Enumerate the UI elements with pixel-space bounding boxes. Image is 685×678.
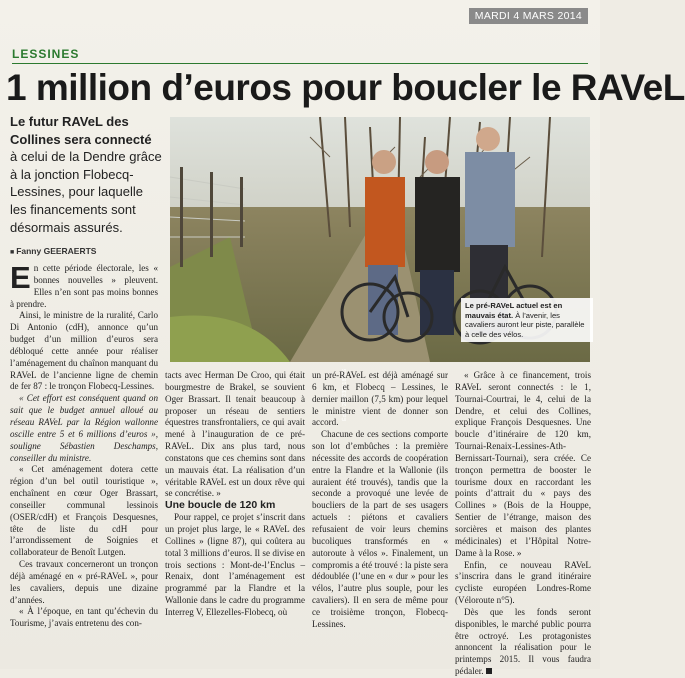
- paragraph: [455, 560, 591, 607]
- article-column-4: [455, 370, 591, 678]
- lead-paragraph: [10, 113, 162, 236]
- paragraph: [10, 606, 158, 630]
- paragraph: [10, 559, 158, 606]
- paragraph: [165, 370, 305, 500]
- paragraph-text: tacts avec Herman De Croo, qui était bourgmestre de Brakel, se souvient Oger Brassart. Il tenait beaucoup à proposer un réseau de sentiers équestres transfrontaliers, ce qui avait mené à l’inauguration de ce pré-RAVeL. Dix ans plus tard, nous constatons que ces chemins sont dans un mauvais état. La réalisation d’un véritable RAVeL est un doux rêve qui se concrétise. »: [165, 370, 305, 499]
- lead-bold: Le futur RAVeL des Collines sera connecté: [10, 114, 152, 147]
- paragraph: [312, 370, 448, 429]
- lead-rest: à celui de la Dendre grâce à la jonction Flobecq-Lessines, pour laquelle les financements sont désormais assurés.: [10, 149, 162, 235]
- paragraph-text: « Cet effort est conséquent quand on sait que le budget annuel alloué au réseau RAVeL par la Région wallonne oscille entre 5 et 6 millions d’euros », souligne Sébastien Deschamps, conseiller du ministre.: [10, 393, 158, 463]
- caption-rest: À l’avenir, les cavaliers auront leur piste, parallèle à celle des vélos.: [465, 310, 585, 339]
- paragraph-text: Enfin, ce nouveau RAVeL s’inscrira dans le grand itinéraire cycliste européen Londres-Rome (Véloroute n°5).: [455, 559, 591, 606]
- paragraph: [10, 260, 158, 310]
- paragraph: [455, 370, 591, 560]
- article-column-3: [312, 370, 448, 631]
- article-column-1: [10, 260, 158, 630]
- paragraph-text: Ces travaux concerneront un tronçon déjà aménagé en « pré-RAVeL », pour les cavaliers, depuis une dizaine d’années.: [10, 559, 158, 605]
- paragraph: [10, 464, 158, 559]
- paragraph-text: un pré-RAVeL est déjà aménagé sur 6 km, et Flobecq – Lessines, le dernier maillon (7,5 km) pour lequel le ministre vient de donner son accord.: [312, 370, 448, 428]
- paragraph-text: n cette période électorale, les « bonnes nouvelles » pleuvent. Elles n’en sont pas moins bonnes à prendre.: [10, 263, 158, 309]
- paragraph-text: Pour rappel, ce projet s’inscrit dans un projet plus large, le « RAVeL des Collines » (ligne 87), qui coûtera au total 3 millions d’euros. Il se divise en trois sections : Mont-de-l’Enclus – Renaix, dont l’aménagement est programmé par la Flandre et la Wallonie dans le cadre du programme Interreg V, Ellezelles-Flobecq, où: [165, 512, 305, 617]
- paragraph-text: Chacune de ces sections comporte son lot d’embûches : la première nécessite des accords de coopération entre la Flandre et la Wallonie (ils auraient été trouvés), tandis que la seconde a provoqué une levée de boucliers de la part de ses usagers actuels : piétons et cavaliers refusaient de voir leurs chemins bucoliques transformés en « autoroute à vélos ». Finalement, un compromis a été trouvé : la piste sera dédoublée (l’une en « dur » pour les vélos, l’autre plus souple, pour les cavaliers). Il en sera de même pour ce troisième tronçon, Flobecq-Lessines.: [312, 429, 448, 629]
- rubric-divider: [12, 63, 588, 64]
- photo-caption: [461, 298, 593, 342]
- article-column-2: [165, 370, 305, 619]
- paragraph-text: « Cet aménagement dotera cette région d’un bel outil touristique », enchaînent en cœur Oger Brassart, conseiller communal lessinois (OSER/cdH) et François Desquesnes, tête de liste du cdH pour l’arrondissement de Soignies et collaborateur de Benoît Lutgen.: [10, 464, 158, 558]
- paragraph: [455, 607, 591, 678]
- paragraph: [10, 310, 158, 393]
- paragraph: [312, 429, 448, 630]
- paragraph-text: « À l’époque, en tant qu’échevin du Tourisme, j’avais entretenu des con-: [10, 606, 158, 629]
- paragraph-text: Dès que les fonds seront disponibles, le marché public pourra être octroyé. Les protagonistes annoncent la réalisation pour le printemps 2015. Il vous faudra pédaler.: [455, 606, 591, 677]
- subheading: Une boucle de 120 km: [165, 499, 276, 512]
- byline: ■ Fanny GEERAERTS: [10, 246, 96, 256]
- end-mark: [486, 668, 492, 674]
- paragraph-text: « Grâce à ce financement, trois RAVeL seront connectés : le 1, Tournai-Courtrai, le 4, celui de la Dendre, et celui des Collines, explique François Desquesnes. Une boucle d’itinéraire de 120 km, Tournai-Renaix-Lessines-Ath-Bernissart-Tournai), sera créée. Ce tronçon permettra de booster le tourisme doux en raccordant les points d’attrait du « pays des Collines » (Bois de la Houppe, Sentier de l’étrange, maison des sorcières et maison des plantes médicinales) et l’Hôpital Notre-Dame à la Rose. »: [455, 370, 591, 558]
- paragraph: [165, 512, 305, 619]
- dateline: MARDI 4 MARS 2014: [469, 8, 588, 24]
- drop-cap: E: [10, 260, 31, 295]
- section-rubric: LESSINES: [12, 47, 80, 61]
- photo-credit: ÉdA - 20323951872S: [342, 368, 348, 421]
- headline: 1 million d’euros pour boucler le RAVeL: [6, 67, 685, 108]
- paragraph-text: Ainsi, le ministre de la ruralité, Carlo Di Antonio (cdH), annonce qu’un budget d’un million d’euros sera débloqué cette année pour réaliser l’aménagement du chaînon manquant du RAVeL de l’ancienne ligne de chemin de fer 87 : le tronçon Flobecq-Lessines.: [10, 310, 158, 392]
- caption-bold: Le pré-RAVeL actuel est en mauvais état.: [465, 301, 563, 320]
- paragraph: [10, 393, 158, 464]
